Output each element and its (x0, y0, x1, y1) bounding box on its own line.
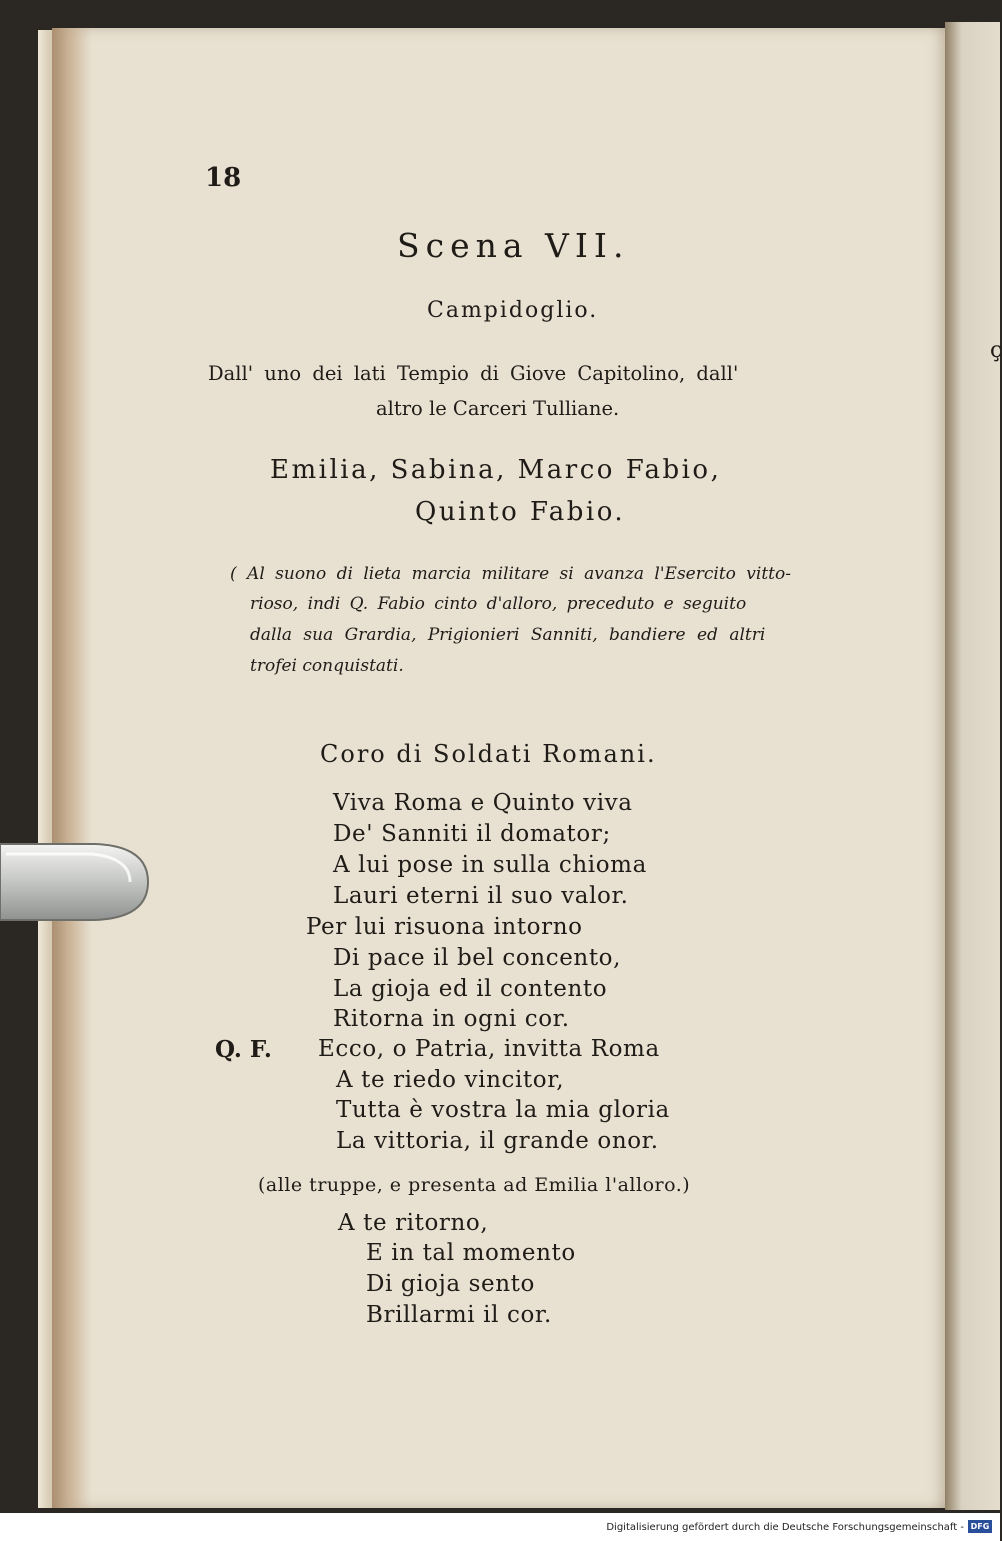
stage-cue: (alle truppe, e presenta ad Emilia l'alloro.) (258, 1174, 691, 1196)
page-number: 18 (205, 163, 242, 193)
chorus-heading: Coro di Soldati Romani. (320, 740, 657, 768)
verse-line: A te ritorno, (338, 1210, 489, 1236)
verse-line: La gioja ed il contento (333, 976, 608, 1002)
verse-line: Ritorna in ogni cor. (333, 1006, 570, 1032)
stage-direction-line: dalla sua Grardia, Prigionieri Sanniti, bandiere ed altri (250, 625, 766, 645)
verse-line: La vittoria, il grande onor. (336, 1128, 659, 1154)
stage-direction-line: ( Al suono di lieta marcia militare si avanza l'Esercito vitto- (230, 564, 791, 584)
verse-line: Ecco, o Patria, invitta Roma (318, 1036, 660, 1062)
digitization-credit: Digitalisierung gefördert durch die Deutsche Forschungsgemeinschaft - (606, 1522, 964, 1533)
page-spine-shadow (52, 28, 92, 1508)
stage-direction-line: rioso, indi Q. Fabio cinto d'alloro, preceduto e seguito (250, 594, 747, 614)
right-page-edge (945, 22, 1000, 1510)
setting-line: Dall' uno dei lati Tempio di Giove Capitolino, dall' (208, 362, 739, 385)
verse-line: E in tal momento (366, 1240, 576, 1266)
verse-line: Tutta è vostra la mia gloria (336, 1097, 670, 1123)
setting-line: altro le Carceri Tulliane. (376, 397, 620, 420)
verse-line: A lui pose in sulla chioma (333, 852, 647, 878)
right-page-glyph: ç (990, 338, 1002, 363)
verse-line: Di pace il bel concento, (333, 945, 622, 971)
stage-direction-line: trofei conquistati. (250, 656, 404, 676)
characters-line: Quinto Fabio. (415, 497, 626, 527)
verse-line: Lauri eterni il suo valor. (333, 883, 629, 909)
scene-title: Scena VII. (397, 226, 630, 265)
scene-location: Campidoglio. (427, 298, 599, 323)
verse-line: Viva Roma e Quinto viva (333, 790, 633, 816)
characters-line: Emilia, Sabina, Marco Fabio, (270, 455, 722, 485)
page-clip (0, 820, 150, 940)
dfg-logo: DFG (968, 1520, 992, 1533)
verse-line: Brillarmi il cor. (366, 1302, 552, 1328)
speaker-label: Q. F. (215, 1036, 272, 1063)
verse-line: Per lui risuona intorno (306, 914, 583, 940)
verse-line: A te riedo vincitor, (336, 1067, 565, 1093)
verse-line: De' Sanniti il domator; (333, 821, 611, 847)
verse-line: Di gioja sento (366, 1271, 535, 1297)
